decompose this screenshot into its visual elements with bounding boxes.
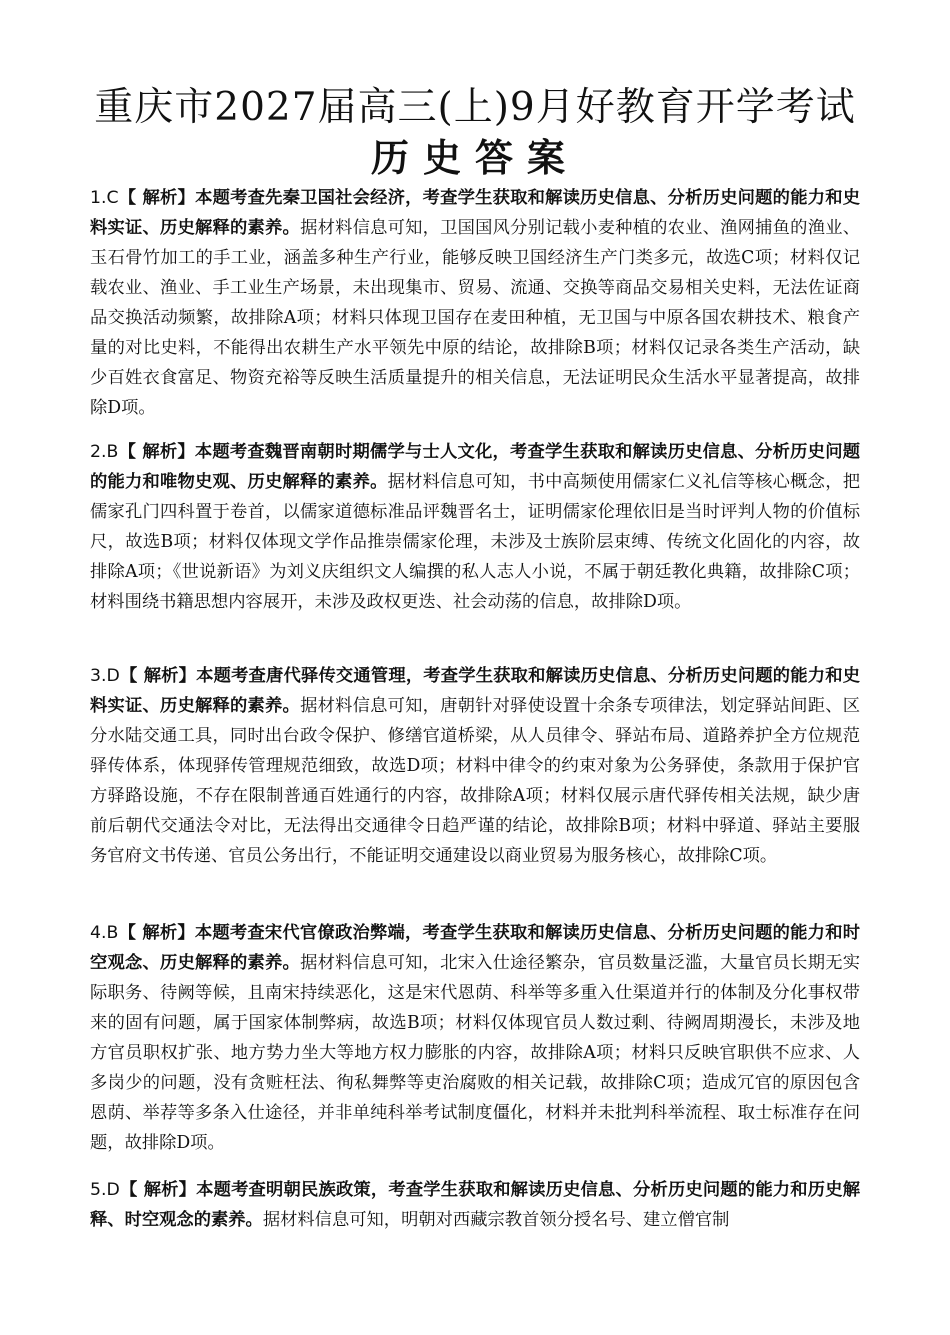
answer-letter: D xyxy=(106,1180,120,1200)
question-body: 据材料信息可知，北宋入仕途径繁杂，官员数量泛滥，大量官员长期无实际职务、待阙等候，且南宋持续恶化，这是宋代恩荫、科举等多重入仕渠道并行的体制及分化事权带来的固有问题，属于国家体制弊病，故选B项；材料仅体现官员人数过剩、待阙周期漫长，未涉及地方官员职权扩张、地方势力坐大等地方权力膨胀的内容，故排除A项；材料只反映官职供不应求、人多岗少的问题，没有贪赃枉法、徇私舞弊等吏治腐败的相关记载，故排除C项；造成冗官的原因包含恩荫、举荐等多条入仕途径，并非单纯科举考试制度僵化，材料并未批判科举流程、取士标准存在问题，故排除D项。 xyxy=(90,953,860,1153)
answer-letter: B xyxy=(106,442,119,462)
question-number: 4. xyxy=(90,923,107,943)
question-intro: 本题考查先秦卫国社会经济，考查学生获取和解读历史信息、分析历史问题的能力和史料实证、历史解释的素养。 xyxy=(90,188,860,238)
question-intro: 本题考查魏晋南朝时期儒学与士人文化，考查学生获取和解读历史信息、分析历史问题的能力和唯物史观、历史解释的素养。 xyxy=(90,442,860,492)
question-3-text xyxy=(90,661,860,871)
page-title: 重庆市2027届高三(上)9月好教育开学考试 xyxy=(94,85,856,130)
question-intro: 本题考查唐代驿传交通管理，考查学生获取和解读历史信息、分析历史问题的能力和史料实证、历史解释的素养。 xyxy=(90,666,860,716)
question-1-text xyxy=(90,183,860,423)
question-4-text xyxy=(90,918,860,1158)
question-number: 1. xyxy=(90,188,107,208)
question-number: 5. xyxy=(90,1180,107,1200)
question-5-text xyxy=(90,1175,860,1235)
question-number: 2. xyxy=(90,442,107,462)
analysis-tag: 【 解析】 xyxy=(119,1180,197,1200)
question-body: 据材料信息可知，卫国国风分别记载小麦种植的农业、渔网捕鱼的渔业、玉石骨竹加工的手工业，涵盖多种生产行业，能够反映卫国经济生产门类多元，故选C项；材料仅记载农业、渔业、手工业生产场景，未出现集市、贸易、流通、交换等商品交易相关史料，无法佐证商品交换活动频繁，故排除A项；材料只体现卫国存在麦田种植，无卫国与中原各国农耕技术、粮食产量的对比史料，不能得出农耕生产水平领先中原的结论，故排除B项；材料仅记录各类生产活动，缺少百姓衣食富足、物资充裕等反映生活质量提升的相关信息，无法证明民众生活水平显著提高，故排除D项。 xyxy=(90,218,860,418)
analysis-tag: 【 解析】 xyxy=(118,188,196,208)
question-number: 3. xyxy=(90,666,107,686)
analysis-tag: 【 解析】 xyxy=(118,442,195,462)
page-subtitle: 历史答案 xyxy=(370,135,579,180)
question-3 xyxy=(90,661,860,871)
question-body: 据材料信息可知，明朝对西藏宗教首领分授名号、建立僧官制 xyxy=(262,1210,730,1230)
answer-letter: D xyxy=(106,666,120,686)
analysis-tag: 【 解析】 xyxy=(118,923,195,943)
question-2-text xyxy=(90,437,860,617)
question-body: 据材料信息可知，书中高频使用儒家仁义礼信等核心概念，把儒家孔门四科置于卷首，以儒家道德标准品评魏晋名士，证明儒家伦理依旧是当时评判人物的价值标尺，故选B项；材料仅体现文学作品推崇儒家伦理，未涉及士族阶层束缚、传统文化固化的内容，故排除A项；《世说新语》为刘义庆组织文人编撰的私人志人小说，不属于朝廷教化典籍，故排除C项；材料围绕书籍思想内容展开，未涉及政权更迭、社会动荡的信息，故排除D项。 xyxy=(90,472,860,612)
answer-letter: B xyxy=(106,923,119,943)
answer-letter: C xyxy=(106,188,119,208)
analysis-tag: 【 解析】 xyxy=(119,666,197,686)
question-4 xyxy=(90,918,860,1158)
question-intro: 本题考查明朝民族政策，考查学生获取和解读历史信息、分析历史问题的能力和历史解释、时空观念的素养。 xyxy=(90,1180,860,1230)
question-intro: 本题考查宋代官僚政治弊端，考查学生获取和解读历史信息、分析历史问题的能力和时空观念、历史解释的素养。 xyxy=(90,923,860,973)
question-2 xyxy=(90,437,860,617)
question-1 xyxy=(90,183,860,423)
question-5 xyxy=(90,1175,860,1235)
question-body: 据材料信息可知，唐朝针对驿使设置十余条专项律法，划定驿站间距、区分水陆交通工具，同时出台政令保护、修缮官道桥梁，从人员律令、驿站布局、道路养护全方位规范驿传体系，体现驿传管理规范细致，故选D项；材料中律令的约束对象为公务驿使，条款用于保护官方驿路设施，不存在限制普通百姓通行的内容，故排除A项；材料仅展示唐代驿传相关法规，缺少唐前后朝代交通法令对比，无法得出交通律令日趋严谨的结论，故排除B项；材料中驿道、驿站主要服务官府文书传递、官员公务出行，不能证明交通建设以商业贸易为服务核心，故排除C项。 xyxy=(90,696,860,866)
